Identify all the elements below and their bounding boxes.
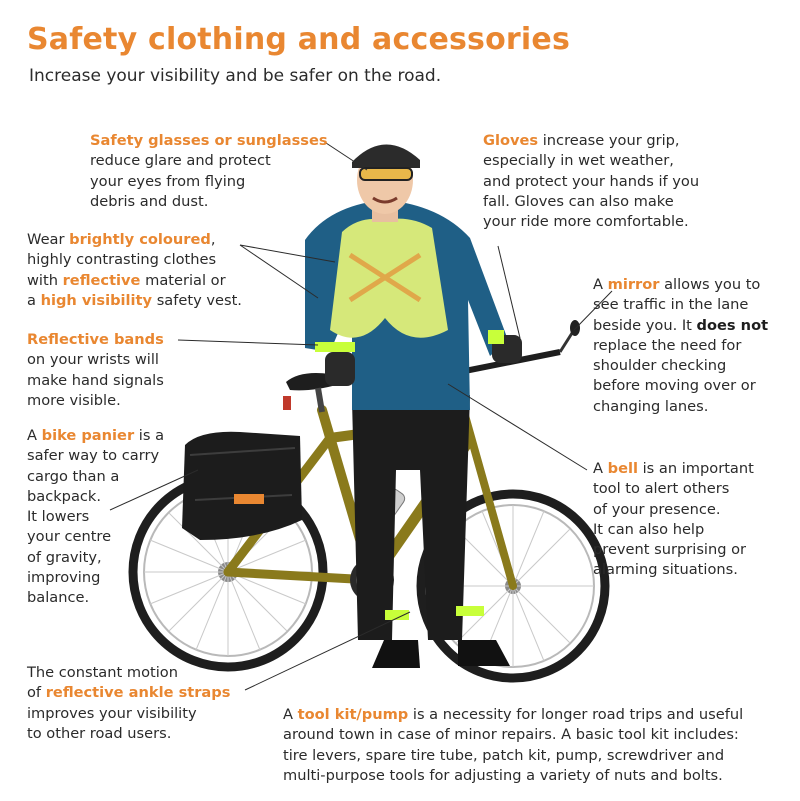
callout-line: shoulder checking: [593, 357, 727, 375]
callout-line: your centre: [27, 528, 112, 546]
bell-term: bell: [607, 460, 638, 477]
callout-text: ,: [210, 231, 216, 248]
callout-line: increase your grip,: [538, 132, 680, 149]
callout-text: A: [593, 276, 608, 293]
callout-mirror: [593, 275, 768, 417]
mirror-term: mirror: [607, 276, 660, 293]
callout-text: safety vest.: [152, 291, 242, 309]
callout-reflective-bands: [27, 330, 164, 411]
callout-line: It lowers: [27, 508, 90, 526]
callout-text: is an important: [637, 460, 754, 477]
callout-line: your eyes from flying: [90, 172, 246, 190]
callout-line: The constant motion: [27, 664, 178, 681]
callout-line: of your presence.: [593, 500, 721, 518]
callout-text: a: [27, 291, 41, 309]
high-visibility-term: high visibility: [40, 291, 153, 309]
callout-line: around town in case of minor repairs. A basic tool kit includes:: [283, 726, 739, 744]
callout-bike-panier: [27, 426, 164, 609]
callout-gloves: [483, 131, 699, 232]
callout-line: tool to alert others: [593, 480, 730, 498]
callout-line: backpack.: [27, 487, 102, 505]
callout-line: and protect your hands if you: [483, 172, 700, 190]
callout-line: replace the need for: [593, 336, 742, 354]
callout-line: It can also help: [593, 520, 705, 538]
callout-text: allows you to: [659, 276, 761, 293]
callout-line: debris and dust.: [90, 192, 209, 210]
tool-kit-term: tool kit/pump: [297, 706, 409, 723]
callout-text: with: [27, 271, 63, 289]
callout-line: see traffic in the lane: [593, 296, 749, 314]
callout-text: beside you. It: [593, 316, 697, 334]
ankle-straps-term: reflective ankle straps: [45, 684, 231, 702]
page-title: Safety clothing and accessories: [27, 22, 571, 57]
callout-bright-clothing: [27, 230, 242, 311]
callout-line: reduce glare and protect: [90, 152, 271, 170]
callout-text: Wear: [27, 231, 70, 248]
pannier-bag: [182, 432, 302, 540]
callout-line: especially in wet weather,: [483, 152, 674, 170]
callout-line: prevent surprising or: [593, 541, 747, 559]
callout-line: on your wrists will: [27, 351, 159, 369]
reflective-term: reflective: [62, 271, 141, 289]
callout-line: your ride more comfortable.: [483, 213, 689, 231]
callout-line: of gravity,: [27, 548, 102, 566]
callout-ankle-straps: [27, 663, 230, 744]
callout-line: to other road users.: [27, 724, 172, 742]
page-subtitle: Increase your visibility and be safer on the road.: [29, 66, 442, 86]
callout-text: A: [283, 706, 298, 723]
callout-line: more visible.: [27, 391, 121, 409]
callout-bell: [593, 459, 754, 581]
callout-line: highly contrasting clothes: [27, 251, 217, 269]
callout-line: alarming situations.: [593, 561, 738, 579]
does-not-emphasis: does not: [696, 316, 769, 334]
callout-line: balance.: [27, 589, 90, 607]
callout-line: improving: [27, 569, 101, 587]
bright-coloured-term: brightly coloured: [69, 231, 211, 248]
reflective-bands-term: Reflective bands: [27, 331, 164, 348]
callout-line: multi-purpose tools for adjusting a variety of nuts and bolts.: [283, 766, 723, 784]
callout-line: improves your visibility: [27, 704, 197, 722]
callout-text: material or: [140, 271, 226, 289]
callout-line: cargo than a: [27, 467, 120, 485]
callout-safety-glasses: [90, 131, 328, 212]
callout-tool-kit: [283, 705, 743, 786]
bike-panier-term: bike panier: [41, 427, 135, 444]
gloves-term: Gloves: [483, 132, 539, 149]
callout-text: A: [593, 460, 608, 477]
callout-line: tire levers, spare tire tube, patch kit, pump, screwdriver and: [283, 746, 725, 764]
glasses-term: Safety glasses or sunglasses: [90, 132, 328, 149]
callout-line: before moving over or: [593, 377, 756, 395]
callout-line: fall. Gloves can also make: [483, 192, 674, 210]
callout-text: is a necessity for longer road trips and useful: [408, 706, 744, 723]
callout-text: is a: [134, 427, 165, 444]
callout-line: changing lanes.: [593, 397, 709, 415]
callout-line: make hand signals: [27, 371, 164, 389]
callout-text: A: [27, 427, 42, 444]
callout-line: safer way to carry: [27, 447, 160, 465]
callout-text: of: [27, 684, 46, 702]
